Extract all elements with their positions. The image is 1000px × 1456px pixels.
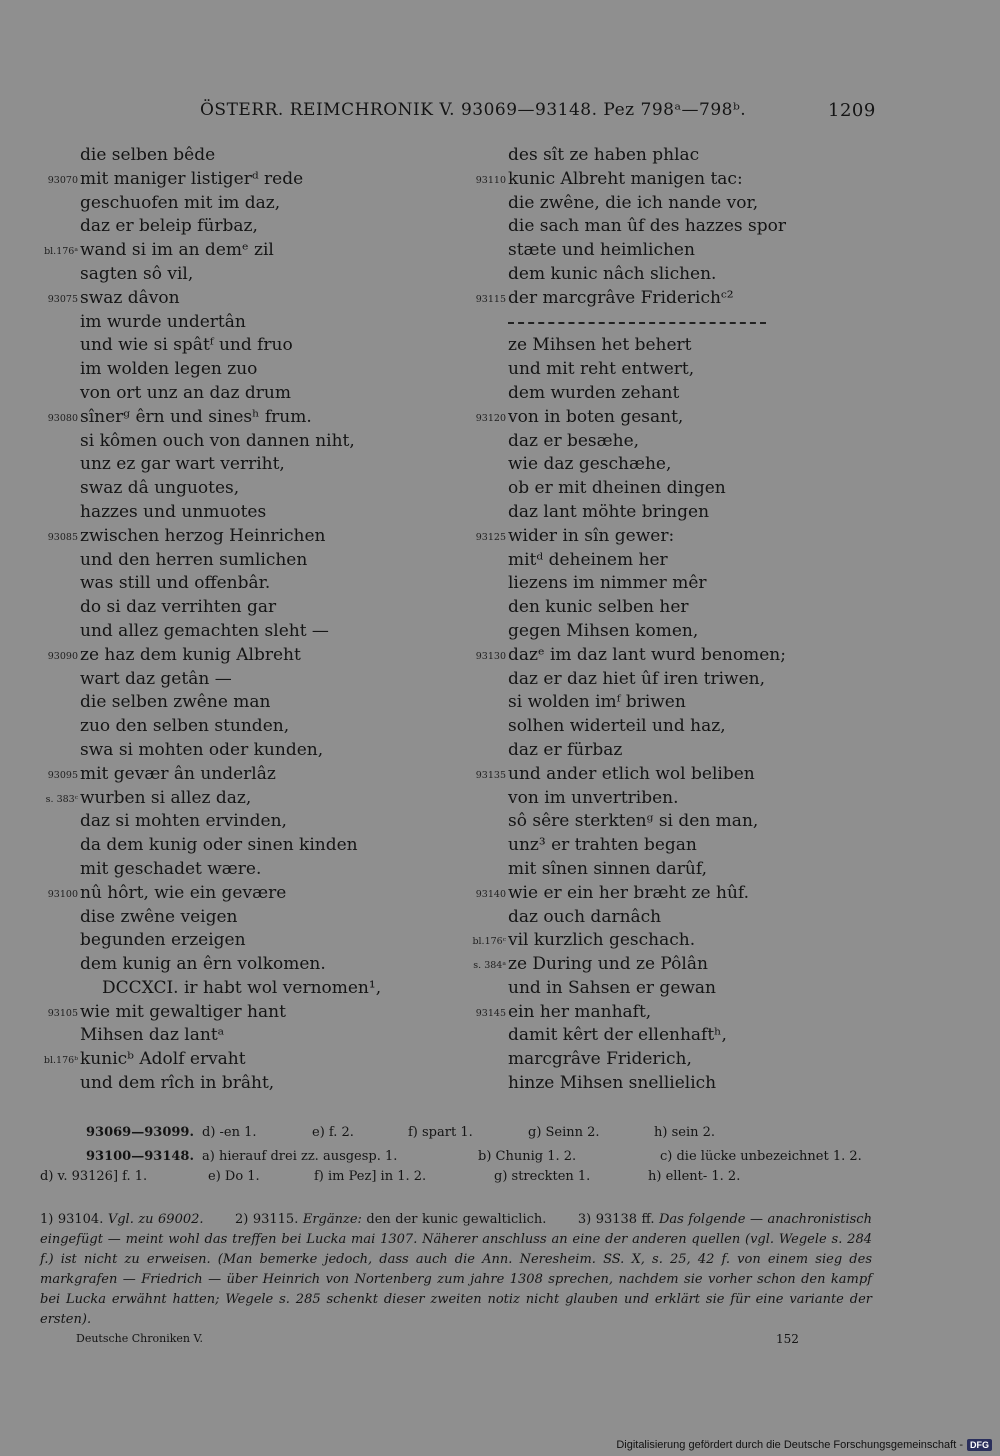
- verse-text: unz ez gar wart verriht,: [80, 454, 285, 475]
- line-number: 93100: [47, 888, 78, 900]
- verse-line: [0, 144, 470, 168]
- verse-line: [0, 1001, 470, 1025]
- verse-line: [470, 168, 920, 192]
- verse-line: [0, 953, 470, 977]
- verse-line: [0, 406, 470, 430]
- verse-text: kunicᵇ Adolf ervaht: [80, 1049, 246, 1070]
- verse-text: die zwêne, die ich nande vor,: [508, 192, 759, 213]
- variant-note: e) Do 1.: [208, 1169, 260, 1184]
- verse-text: begunden erzeigen: [80, 930, 246, 951]
- verse-text: daz er besæhe,: [508, 430, 640, 451]
- signature-mark: 152: [776, 1332, 799, 1346]
- variant-note: h) sein 2.: [654, 1125, 716, 1140]
- verse-line: [0, 525, 470, 549]
- verse-text: daz si mohten ervinden,: [80, 811, 287, 832]
- variant-note: b) Chunig 1. 2.: [478, 1149, 577, 1164]
- verse-line: [470, 906, 920, 930]
- verse-text: und in Sahsen er gewan: [508, 977, 717, 998]
- verse-text: dem wurden zehant: [508, 382, 680, 403]
- verse-text: zwischen herzog Heinrichen: [80, 525, 326, 546]
- verse-text: da dem kunig oder sinen kinden: [80, 835, 358, 856]
- verse-text: und ander etlich wol beliben: [508, 763, 755, 784]
- lacuna-dashes: [508, 322, 766, 324]
- verse-line: [470, 787, 920, 811]
- verse-line: [470, 382, 920, 406]
- verse-line: [0, 906, 470, 930]
- verse-line: [0, 929, 470, 953]
- verse-column-left: [0, 144, 470, 1096]
- verse-text: und den herren sumlichen: [80, 549, 308, 570]
- verse-text: daz ouch darnâch: [508, 906, 662, 927]
- verse-line: [0, 1024, 470, 1048]
- variant-note: f) spart 1.: [408, 1125, 473, 1140]
- line-number: 93080: [47, 412, 78, 424]
- verse-line: [470, 334, 920, 358]
- verse-line: [470, 525, 920, 549]
- verse-text: wart daz getân —: [80, 668, 232, 689]
- verse-line: [0, 263, 470, 287]
- verse-line: [470, 144, 920, 168]
- verse-line: [0, 787, 470, 811]
- verse-text: daz er fürbaz: [508, 739, 623, 760]
- verse-line: [470, 430, 920, 454]
- footnote-ref: 1) 93104.: [40, 1212, 104, 1227]
- verse-text: von ort unz an daz drum: [80, 382, 291, 403]
- verse-line: [0, 644, 470, 668]
- verse-text: dem kunic nâch slichen.: [508, 263, 717, 284]
- verse-text: daz lant möhte bringen: [508, 501, 710, 522]
- line-number: 93070: [47, 174, 78, 186]
- verse-line: [470, 358, 920, 382]
- variant-range-head: 93069—93099.: [86, 1125, 194, 1140]
- verse-line: [0, 311, 470, 335]
- verse-text: daz er beleip fürbaz,: [80, 216, 258, 237]
- verse-line: [0, 453, 470, 477]
- verse-line: [470, 311, 920, 335]
- variant-note: f) im Pez] in 1. 2.: [314, 1169, 427, 1184]
- verse-text: wand si im an demᵉ zil: [80, 240, 274, 261]
- line-number: 93130: [475, 650, 506, 662]
- verse-text: do si daz verrihten gar: [80, 597, 277, 618]
- verse-line: [470, 691, 920, 715]
- verse-text: ze haz dem kunig Albreht: [80, 644, 301, 665]
- verse-line: [0, 834, 470, 858]
- verse-line: [0, 620, 470, 644]
- verse-text: ob er mit dheinen dingen: [508, 478, 726, 499]
- verse-text: der marcgrâve Friderichᶜ²: [508, 287, 734, 308]
- verse-text: ze Mihsen het behert: [508, 335, 692, 356]
- verse-text: marcgrâve Friderich,: [508, 1049, 692, 1070]
- verse-line: [470, 1072, 920, 1096]
- variant-range-head: 93100—93148.: [86, 1149, 194, 1164]
- verse-line: [470, 834, 920, 858]
- verse-text: liezens im nimmer mêr: [508, 573, 707, 594]
- verse-text: was still und offenbâr.: [80, 573, 271, 594]
- verse-line: [470, 1048, 920, 1072]
- verse-line: [0, 668, 470, 692]
- verse-line: [0, 192, 470, 216]
- verse-text: und mit reht entwert,: [508, 359, 695, 380]
- verse-line: [0, 763, 470, 787]
- variant-note: d) -en 1.: [202, 1125, 257, 1140]
- verse-line: [0, 1072, 470, 1096]
- verse-line: [0, 1048, 470, 1072]
- verse-line: [0, 334, 470, 358]
- verse-line: [470, 192, 920, 216]
- verse-text: im wolden legen zuo: [80, 359, 258, 380]
- verse-line: [470, 1024, 920, 1048]
- variant-note: e) f. 2.: [312, 1125, 354, 1140]
- verse-text: den kunic selben her: [508, 597, 689, 618]
- footnote-ref: 3) 93138 ff.: [577, 1212, 655, 1227]
- variant-note: a) hierauf drei zz. ausgesp. 1.: [202, 1149, 398, 1164]
- footnote-ref: 2) 93115.: [235, 1212, 299, 1227]
- verse-line: [470, 763, 920, 787]
- verse-text: wie daz geschæhe,: [508, 454, 672, 475]
- verse-text: sô sêre sterktenᵍ si den man,: [508, 811, 759, 832]
- verse-column-right: [470, 144, 920, 1096]
- verse-line: [0, 596, 470, 620]
- verse-text: nû hôrt, wie ein gevære: [80, 882, 287, 903]
- variant-note: c) die lücke unbezeichnet 1. 2.: [660, 1149, 862, 1164]
- verse-text: si kômen ouch von dannen niht,: [80, 430, 355, 451]
- line-number: 93095: [47, 769, 78, 781]
- line-number: 93120: [475, 412, 506, 424]
- verse-text: kunic Albreht manigen tac:: [508, 168, 743, 189]
- verse-text: hinze Mihsen snellielich: [508, 1073, 717, 1094]
- footnote-text: den der kunic gewalticlich.: [366, 1212, 547, 1227]
- verse-text: swaz dâvon: [80, 287, 180, 308]
- verse-text: dazᵉ im daz lant wurd benomen;: [508, 644, 786, 665]
- verse-line: [0, 715, 470, 739]
- verse-line: [0, 382, 470, 406]
- verse-line: [0, 215, 470, 239]
- line-number: bl.176ᶜ: [472, 936, 506, 948]
- verse-line: [470, 715, 920, 739]
- verse-line: [0, 287, 470, 311]
- verse-line: [470, 215, 920, 239]
- verse-line: [0, 739, 470, 763]
- verse-text: mit gevær ân underlâz: [80, 763, 276, 784]
- verse-line: [0, 572, 470, 596]
- verse-text: zuo den selben stunden,: [80, 716, 290, 737]
- verse-text: wider in sîn gewer:: [508, 525, 675, 546]
- verse-text: DCCXCI. ir habt wol vernomen¹,: [102, 977, 382, 998]
- running-header: [0, 100, 1000, 124]
- verse-line: [0, 691, 470, 715]
- footnote-text: Vgl. zu 69002.: [107, 1212, 204, 1227]
- verse-text: die sach man ûf des hazzes spor: [508, 216, 786, 237]
- verse-text: mitᵈ deheinem her: [508, 549, 668, 570]
- verse-text: swa si mohten oder kunden,: [80, 739, 324, 760]
- verse-line: [0, 358, 470, 382]
- verse-text: und dem rîch in brâht,: [80, 1073, 275, 1094]
- verse-line: [470, 953, 920, 977]
- verse-text: ze During und ze Pôlân: [508, 954, 708, 975]
- verse-line: [0, 168, 470, 192]
- line-number: 93110: [475, 174, 506, 186]
- verse-line: [470, 929, 920, 953]
- line-number: 93140: [475, 888, 506, 900]
- verse-text: unz³ er trahten began: [508, 835, 697, 856]
- verse-line: [470, 263, 920, 287]
- verse-text: gegen Mihsen komen,: [508, 620, 699, 641]
- verse-text: und allez gemachten sleht —: [80, 620, 329, 641]
- verse-line: [470, 596, 920, 620]
- verse-text: von in boten gesant,: [508, 406, 684, 427]
- verse-line: [0, 430, 470, 454]
- verse-line: [0, 239, 470, 263]
- verse-line: [0, 549, 470, 573]
- verse-line: [470, 453, 920, 477]
- line-number: 93075: [47, 293, 78, 305]
- verse-line: [0, 882, 470, 906]
- verse-line: [470, 406, 920, 430]
- verse-line: [470, 287, 920, 311]
- verse-line: [470, 239, 920, 263]
- verse-line: [470, 572, 920, 596]
- line-number: 93135: [475, 769, 506, 781]
- verse-text: daz er daz hiet ûf iren triwen,: [508, 668, 766, 689]
- footnote-text: Das folgende — anachronistisch eingefügt — meint wohl das treffen bei Lucka mai 1307. Näherer anschluss an eine der anderen quellen (vgl. Wegele s. 284 f.) ist nicht zu erweisen. (Man bemerke jedoch, dass auch die Ann. Neresheim. SS. X, s. 25, 42 f. von einem sieg des markgrafen — Friedrich — über Heinrich von Nortenberg zum jahre 1308 sprechen, nachdem sie vorher schon den kampf bei Lucka erwähnt hatten; Wegele s. 285 schenkt dieser zweiten notiz nicht glauben und erklärt sie für eine variante der ersten).: [40, 1212, 872, 1327]
- verse-text: dem kunig an êrn volkomen.: [80, 954, 326, 975]
- line-number: 93105: [47, 1007, 78, 1019]
- verse-text: und wie si spâtᶠ und fruo: [80, 335, 293, 356]
- verse-line: [470, 668, 920, 692]
- verse-line: [0, 858, 470, 882]
- verse-line: [470, 858, 920, 882]
- line-number: 93115: [475, 293, 506, 305]
- verse-line: [470, 810, 920, 834]
- verse-line: [470, 620, 920, 644]
- line-number: bl.176ᵇ: [43, 1055, 78, 1067]
- verse-line: [470, 549, 920, 573]
- variant-note: h) ellent- 1. 2.: [648, 1169, 741, 1184]
- verse-text: wurben si allez daz,: [80, 787, 252, 808]
- page-number: 1209: [828, 100, 876, 121]
- line-number: 93085: [47, 531, 78, 543]
- verse-text: mit sînen sinnen darûf,: [508, 858, 707, 879]
- line-number: s. 384ᵃ: [473, 960, 506, 972]
- verse-line: [470, 882, 920, 906]
- verse-text: wie er ein her bræht ze hûf.: [508, 882, 750, 903]
- verse-line: [0, 501, 470, 525]
- verse-text: geschuofen mit im daz,: [80, 192, 281, 213]
- verse-text: wie mit gewaltiger hant: [80, 1001, 286, 1022]
- verse-line: [470, 477, 920, 501]
- line-number: 93090: [47, 650, 78, 662]
- variant-note: d) v. 93126] f. 1.: [40, 1169, 148, 1184]
- verse-text: stæte und heimlichen: [508, 240, 695, 261]
- verse-text: im wurde undertân: [80, 311, 246, 332]
- dfg-credit-bar: [616, 1437, 992, 1453]
- footnote-label: Ergänze:: [302, 1212, 362, 1227]
- verse-text: des sît ze haben phlac: [508, 145, 700, 165]
- verse-line: [0, 977, 470, 1001]
- footnotes: [40, 1210, 872, 1330]
- dfg-credit-text: Digitalisierung gefördert durch die Deutsche Forschungsgemeinschaft -: [616, 1439, 963, 1451]
- verse-text: Mihsen daz lantᵃ: [80, 1025, 225, 1046]
- verse-text: die selben bêde: [80, 145, 216, 165]
- verse-text: hazzes und unmuotes: [80, 501, 267, 522]
- verse-text: sînerᵍ êrn und sinesʰ frum.: [80, 406, 312, 427]
- verse-text: si wolden imᶠ briwen: [508, 692, 686, 713]
- verse-text: sagten sô vil,: [80, 263, 194, 284]
- verse-line: [470, 1001, 920, 1025]
- line-number: s. 383ᶜ: [45, 793, 78, 805]
- verse-text: von im unvertriben.: [508, 787, 679, 808]
- verse-text: mit maniger listigerᵈ rede: [80, 168, 304, 189]
- verse-text: die selben zwêne man: [80, 692, 271, 713]
- verse-line: [470, 644, 920, 668]
- verse-line: [470, 501, 920, 525]
- verse-text: ein her manhaft,: [508, 1001, 652, 1022]
- verse-text: swaz dâ unguotes,: [80, 478, 240, 499]
- verse-text: vil kurzlich geschach.: [508, 930, 696, 951]
- verse-line: [0, 810, 470, 834]
- verse-text: mit geschadet wære.: [80, 858, 262, 879]
- line-number: 93145: [475, 1007, 506, 1019]
- verse-text: solhen widerteil und haz,: [508, 716, 726, 737]
- verse-text: damit kêrt der ellenhaftʰ,: [508, 1025, 727, 1046]
- verse-text: dise zwêne veigen: [80, 906, 238, 927]
- variant-note: g) streckten 1.: [494, 1169, 591, 1184]
- book-title-footer: Deutsche Chroniken V.: [76, 1332, 203, 1345]
- line-number: 93125: [475, 531, 506, 543]
- verse-line: [470, 739, 920, 763]
- running-title: ÖSTERR. REIMCHRONIK V. 93069—93148. Pez 798ᵃ—798ᵇ.: [200, 100, 747, 120]
- variant-note: g) Seinn 2.: [528, 1125, 600, 1140]
- dfg-logo: DFG: [967, 1439, 992, 1451]
- verse-line: [0, 477, 470, 501]
- line-number: bl.176ᵃ: [44, 246, 78, 258]
- verse-line: [470, 977, 920, 1001]
